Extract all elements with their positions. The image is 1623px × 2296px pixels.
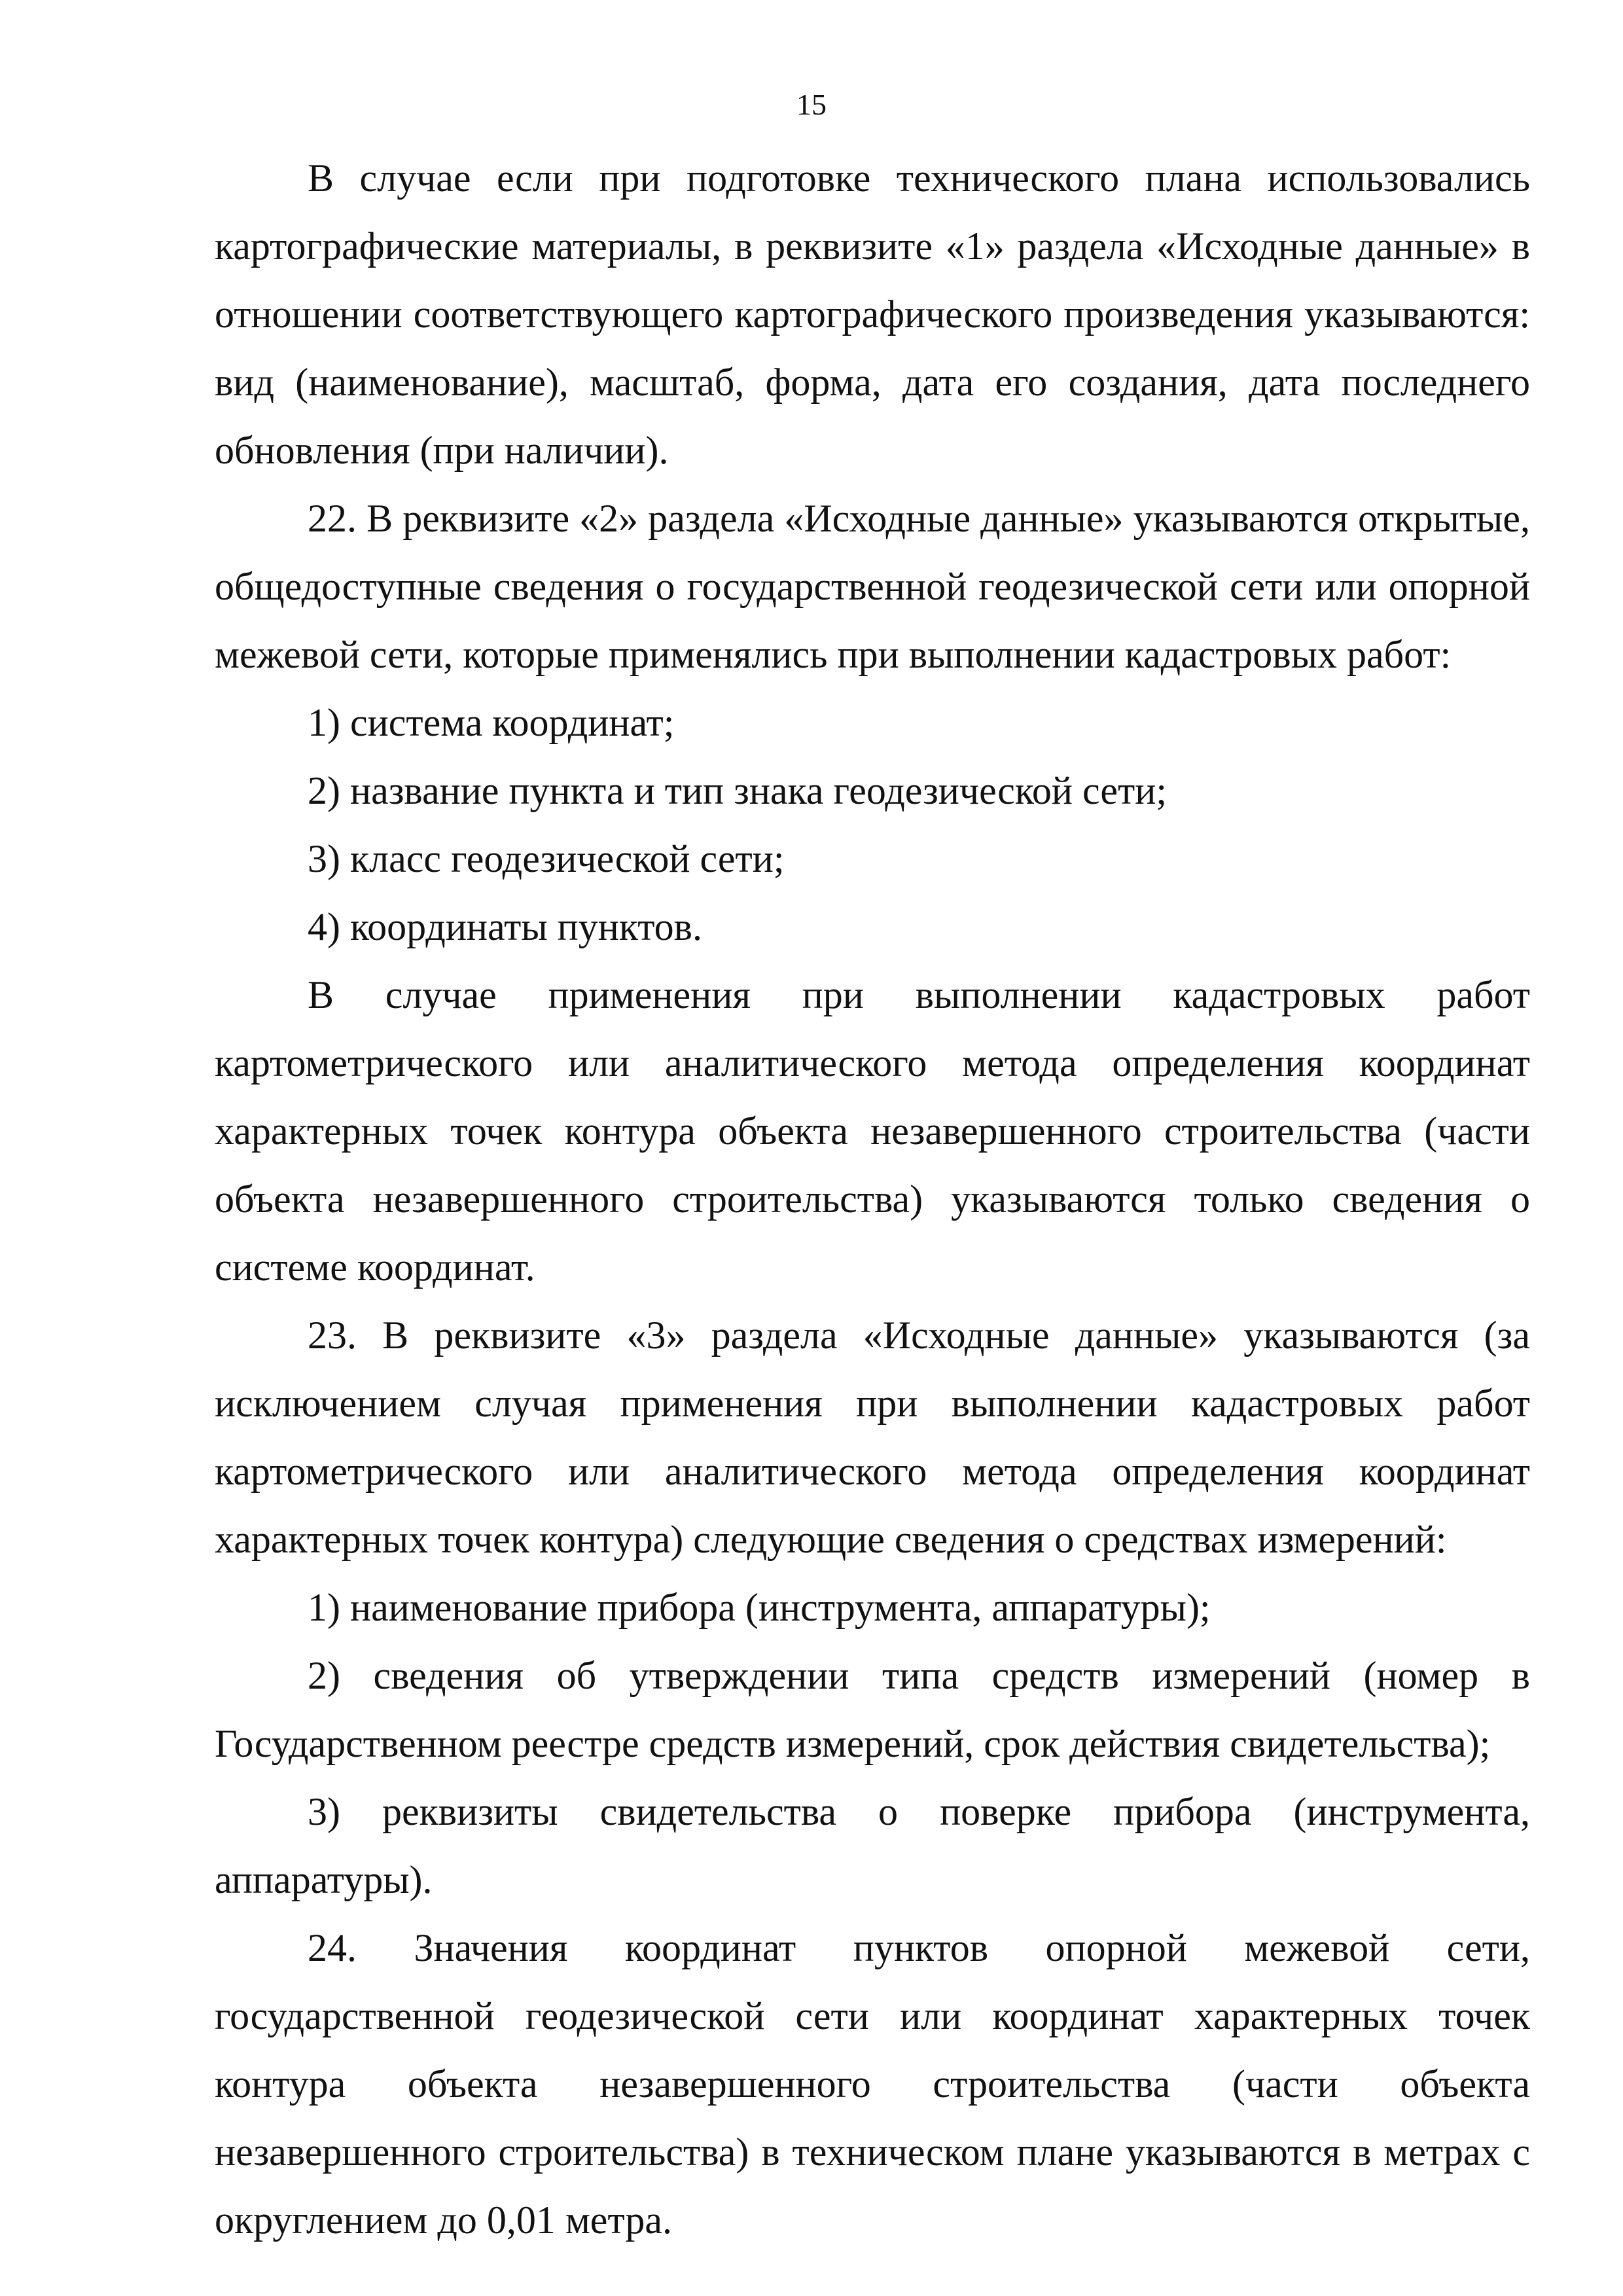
list-item: 2) название пункта и тип знака геодезической сети; xyxy=(308,769,1168,812)
paragraph-item-22: 22. В реквизите «2» раздела «Исходные данные» указываются открытые, общедоступные сведения о государственной геодезической сети или опорной межевой сети, которые применялись при выполнении кадастровых работ: xyxy=(215,497,1530,676)
document-body xyxy=(215,144,1530,2254)
list-item: 4) координаты пунктов. xyxy=(308,905,702,948)
paragraph-item-24: 24. Значения координат пунктов опорной межевой сети, государственной геодезической сети или координат характерных точек контура объекта незавершенного строительства (части объекта незавершенного строительства) в техническом плане указываются в метрах с округлением до 0,01 метра. xyxy=(215,1926,1530,2242)
list-item: 1) наименование прибора (инструмента, аппаратуры); xyxy=(308,1586,1211,1629)
list-item: 1) система координат; xyxy=(308,701,675,744)
list-item: 3) реквизиты свидетельства о поверке прибора (инструмента, аппаратуры). xyxy=(215,1790,1530,1901)
page-number: 15 xyxy=(796,88,827,121)
paragraph-item-23: 23. В реквизите «3» раздела «Исходные данные» указываются (за исключением случая применения при выполнении кадастровых работ картометрического или аналитического метода определения координат характерных точек контура) следующие сведения о средствах измерений: xyxy=(215,1314,1530,1561)
paragraph-cartographic-materials: В случае если при подготовке технического плана использовались картографические материалы, в реквизите «1» раздела «Исходные данные» в отношении соответствующего картографического произведения указываются: вид (наименование), масштаб, форма, дата его создания, дата последнего обновления (при наличии). xyxy=(215,156,1530,472)
paragraph-cartometric-case: В случае применения при выполнении кадастровых работ картометрического или аналитического метода определения координат характерных точек контура объекта незавершенного строительства (части объекта незавершенного строительства) указываются только сведения о системе координат. xyxy=(215,973,1530,1289)
list-item: 3) класс геодезической сети; xyxy=(308,837,785,880)
list-item: 2) сведения об утверждении типа средств измерений (номер в Государственном реестре средств измерений, срок действия свидетельства); xyxy=(215,1654,1530,1765)
